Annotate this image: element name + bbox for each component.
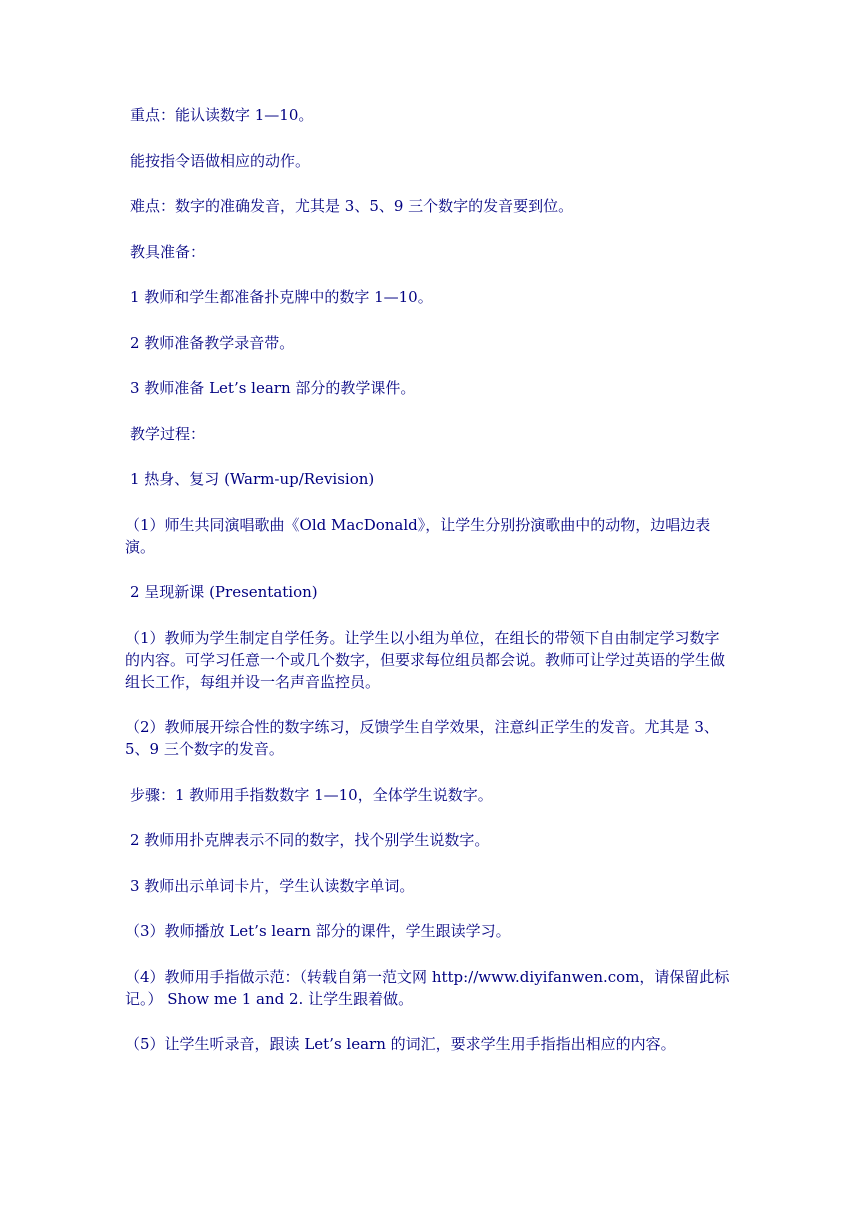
procedure-step-2: 2 教师用扑克牌表示不同的数字，找个别学生说数字。 bbox=[130, 831, 490, 849]
procedure-step-1: 步骤：1 教师用手指数数字 1—10，全体学生说数字。 bbox=[130, 785, 493, 804]
presentation-step-2: （2）教师展开综合性的数字练习，反馈学生自学效果，注意纠正学生的发音。尤其是 3、5、9 三个数字的发音。 bbox=[125, 718, 719, 758]
presentation-step-5: （5）让学生听录音，跟读 Let’s learn 的词汇，要求学生用手指指出相应的内容。 bbox=[125, 1035, 676, 1053]
warmup-heading: 1 热身、复习 (Warm-up/Revision) bbox=[130, 470, 375, 488]
key-point-continued-paragraph: 能按指令语做相应的动作。 bbox=[130, 151, 311, 170]
teaching-aid-item-1: 1 教师和学生都准备扑克牌中的数字 1—10。 bbox=[130, 288, 433, 306]
presentation-heading: 2 呈现新课 (Presentation) bbox=[130, 583, 318, 601]
procedure-step-3: 3 教师出示单词卡片，学生认读数字单词。 bbox=[130, 876, 415, 895]
teaching-aid-item-3: 3 教师准备 Let’s learn 部分的教学课件。 bbox=[130, 379, 416, 397]
teaching-aids-heading: 教具准备： bbox=[130, 242, 206, 261]
teaching-process-heading: 教学过程： bbox=[130, 424, 206, 443]
teaching-aid-item-2: 2 教师准备教学录音带。 bbox=[130, 333, 295, 352]
warmup-step-1: （1）师生共同演唱歌曲《Old MacDonald》，让学生分别扮演歌曲中的动物，边唱边表演。 bbox=[125, 515, 711, 556]
presentation-step-3: （3）教师播放 Let’s learn 部分的课件，学生跟读学习。 bbox=[125, 922, 511, 940]
presentation-step-1: （1）教师为学生制定自学任务。让学生以小组为单位，在组长的带领下自由制定学习数字的内容。可学习任意一个或几个数字，但要求每位组员都会说。教师可让学过英语的学生做组长工作，每组并设一名声音监控员。 bbox=[125, 628, 726, 691]
presentation-step-4: （4）教师用手指做示范：（转载自第一范文网 http://www.diyifanwen.com，请保留此标记。） Show me 1 and 2. 让学生跟着做。 bbox=[125, 967, 730, 1008]
difficulty-paragraph: 难点：数字的准确发音，尤其是 3、5、9 三个数字的发音要到位。 bbox=[130, 197, 574, 215]
key-point-paragraph: 重点：能认读数字 1—10。 bbox=[130, 106, 314, 124]
